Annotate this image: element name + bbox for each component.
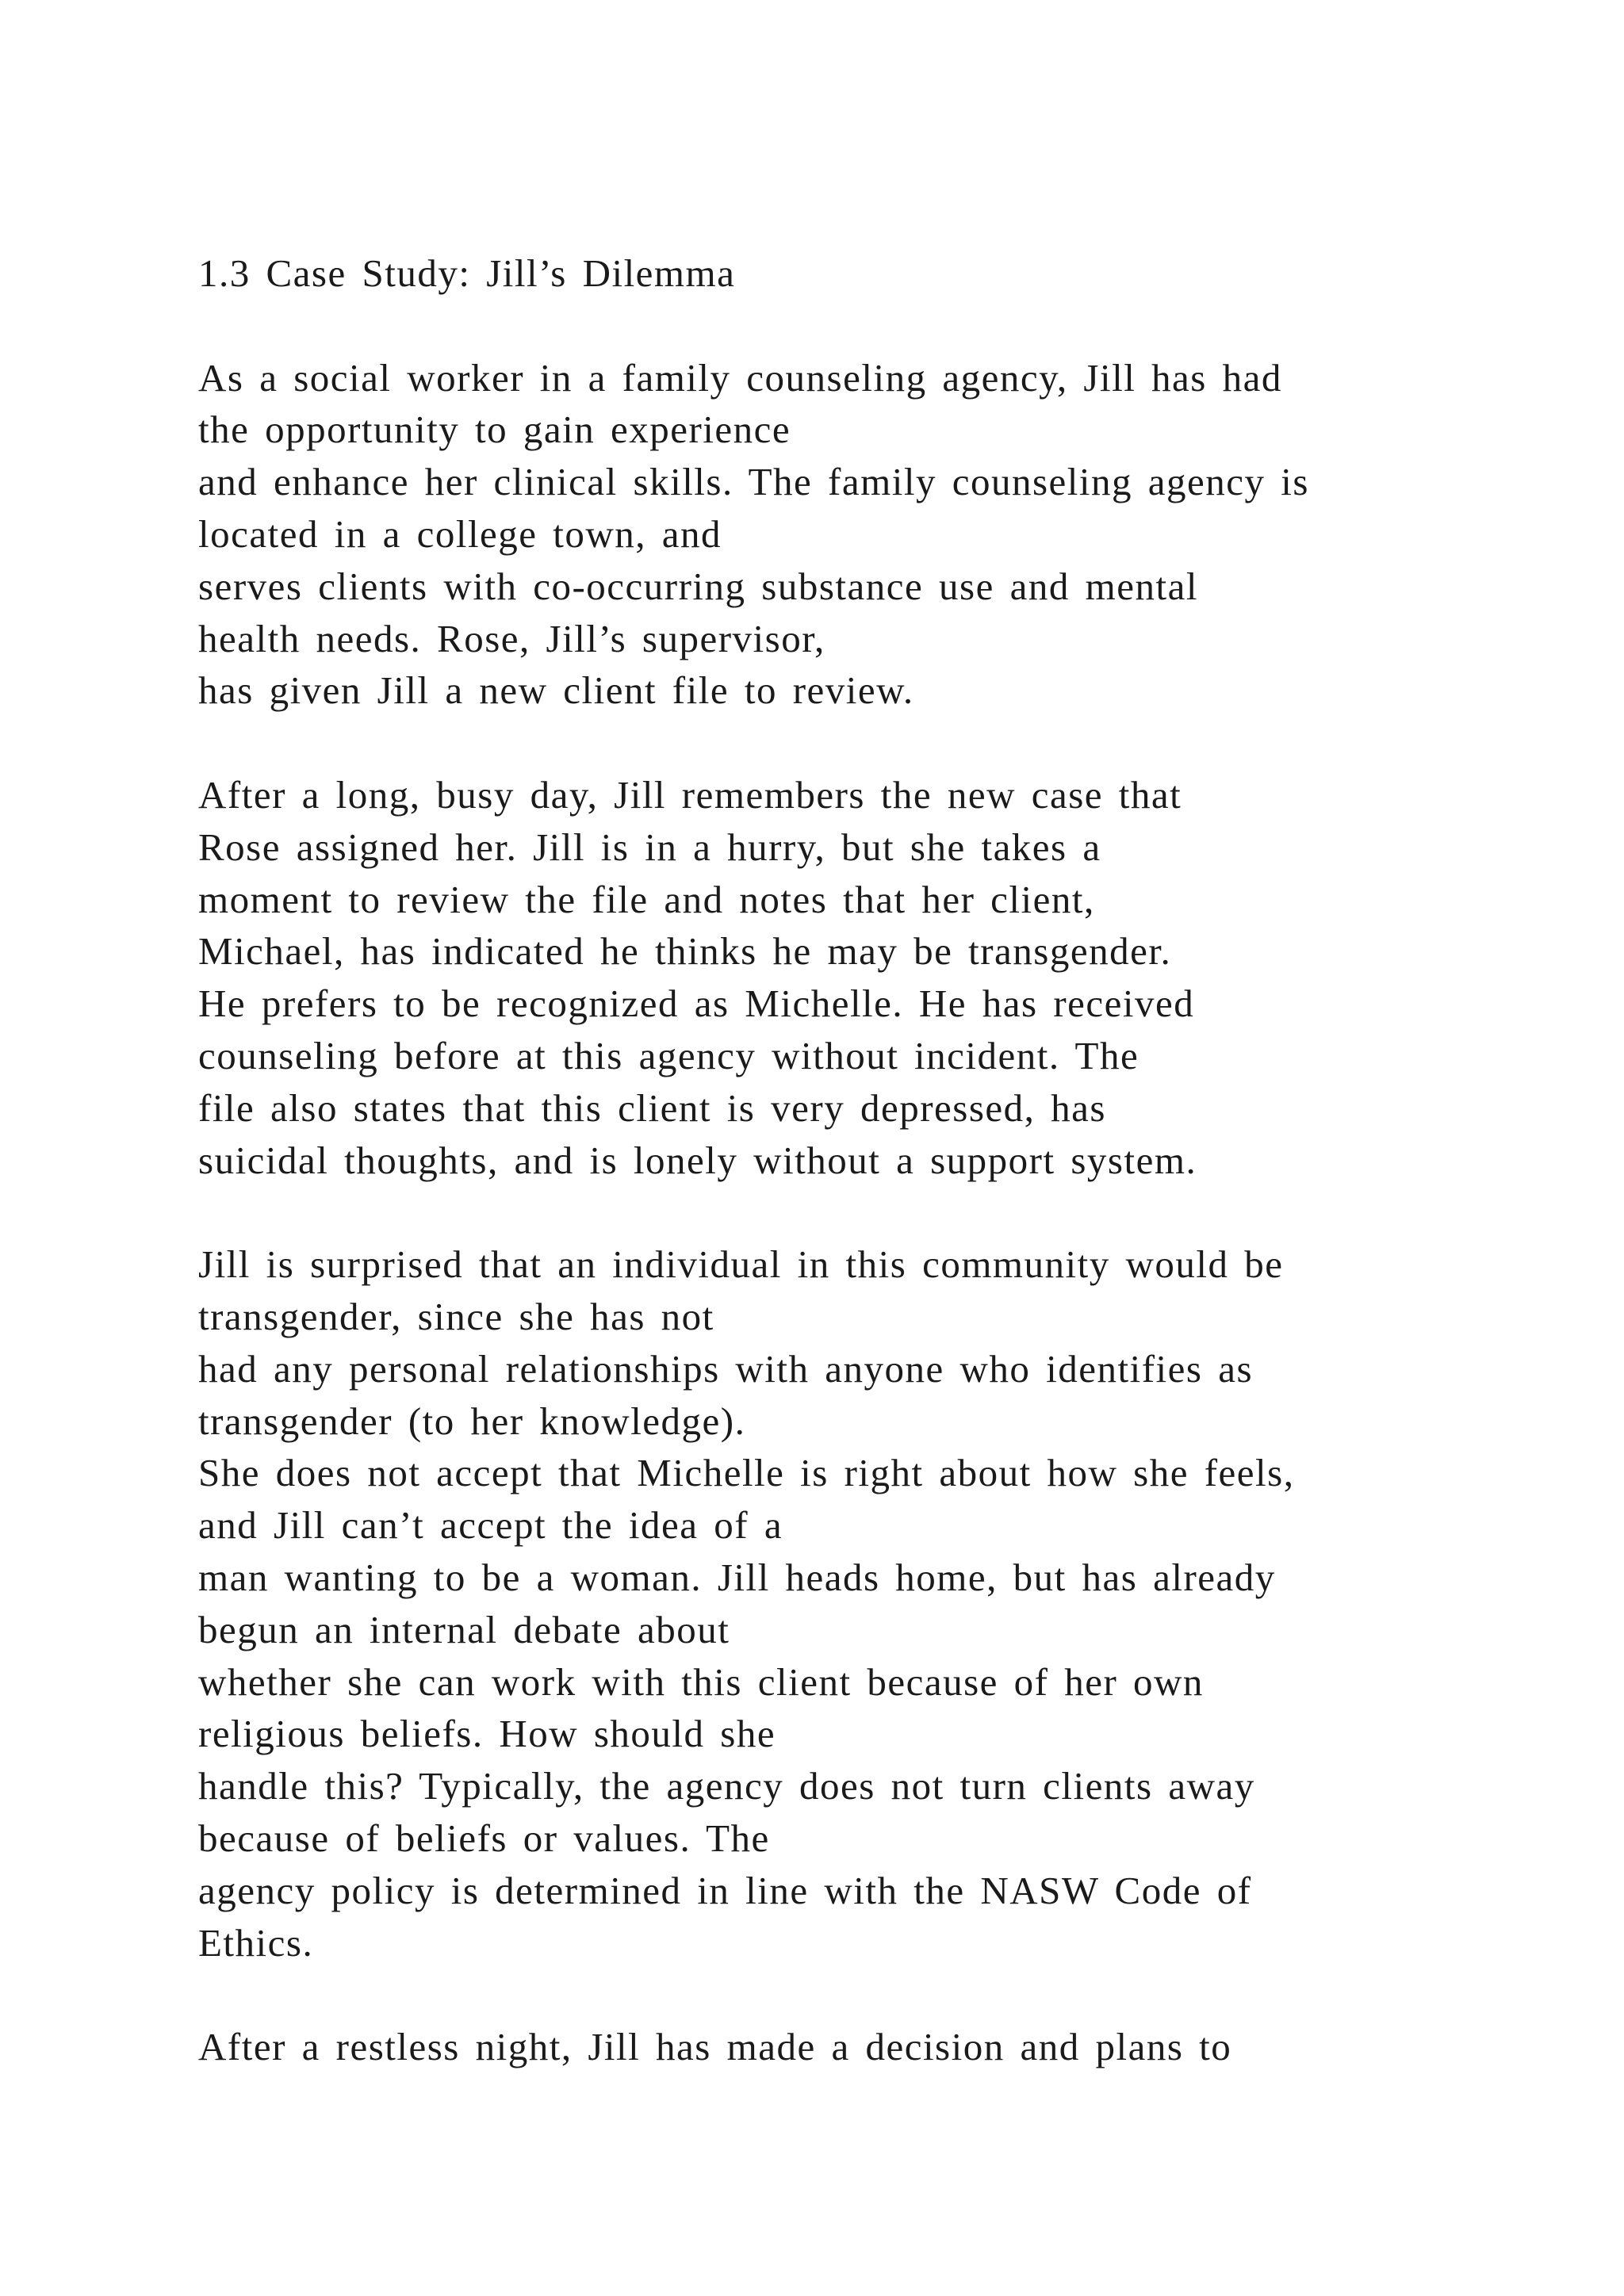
text-line: has given Jill a new client file to review. (198, 668, 914, 713)
text-line: the opportunity to gain experience (198, 408, 791, 452)
paragraph-spacer (198, 1969, 1562, 2021)
text-line: Rose assigned her. Jill is in a hurry, but she takes a (198, 825, 1101, 869)
paragraph-spacer (198, 717, 1562, 769)
document-body (198, 247, 1562, 2073)
text-line: had any personal relationships with anyone who identifies as (198, 1346, 1254, 1391)
paragraph-4 (198, 2021, 1562, 2073)
text-line: and Jill can’t accept the idea of a (198, 1503, 783, 1548)
text-line: He prefers to be recognized as Michelle. He has received (198, 982, 1195, 1026)
text-line: because of beliefs or values. The (198, 1816, 770, 1860)
paragraph-spacer (198, 300, 1562, 352)
text-line: suicidal thoughts, and is lonely without a support system. (198, 1138, 1197, 1182)
text-line: Jill is surprised that an individual in this community would be (198, 1242, 1284, 1287)
text-line: She does not accept that Michelle is right about how she feels, (198, 1451, 1295, 1495)
text-line: begun an internal debate about (198, 1607, 730, 1651)
text-line: file also states that this client is very depressed, has (198, 1085, 1106, 1130)
text-line: agency policy is determined in line with the NASW Code of (198, 1868, 1252, 1912)
text-line: serves clients with co-occurring substance use and mental (198, 564, 1198, 608)
text-line: After a restless night, Jill has made a decision and plans to (198, 2025, 1232, 2069)
paragraph-2 (198, 769, 1562, 1186)
text-line: located in a college town, and (198, 511, 722, 556)
text-line: and enhance her clinical skills. The family counseling agency is (198, 460, 1309, 504)
paragraph-spacer (198, 1186, 1562, 1238)
text-line: After a long, busy day, Jill remembers the new case that (198, 772, 1182, 817)
text-line: religious beliefs. How should she (198, 1712, 776, 1756)
paragraph-3 (198, 1238, 1562, 1969)
text-line: handle this? Typically, the agency does not turn clients away (198, 1764, 1255, 1808)
paragraph-1 (198, 352, 1562, 718)
text-line: As a social worker in a family counseling agency, Jill has had (198, 355, 1282, 400)
document-title: 1.3 Case Study: Jill’s Dilemma (198, 251, 736, 295)
text-line: Ethics. (198, 1920, 314, 1965)
text-line: moment to review the file and notes that her client, (198, 877, 1095, 921)
text-line: Michael, has indicated he thinks he may be transgender. (198, 929, 1172, 974)
text-line: transgender (to her knowledge). (198, 1399, 746, 1443)
text-line: counseling before at this agency without incident. The (198, 1033, 1139, 1077)
text-line: transgender, since she has not (198, 1294, 714, 1338)
text-line: whether she can work with this client because of her own (198, 1659, 1204, 1704)
text-line: man wanting to be a woman. Jill heads home, but has already (198, 1555, 1276, 1599)
text-line: health needs. Rose, Jill’s supervisor, (198, 616, 825, 660)
